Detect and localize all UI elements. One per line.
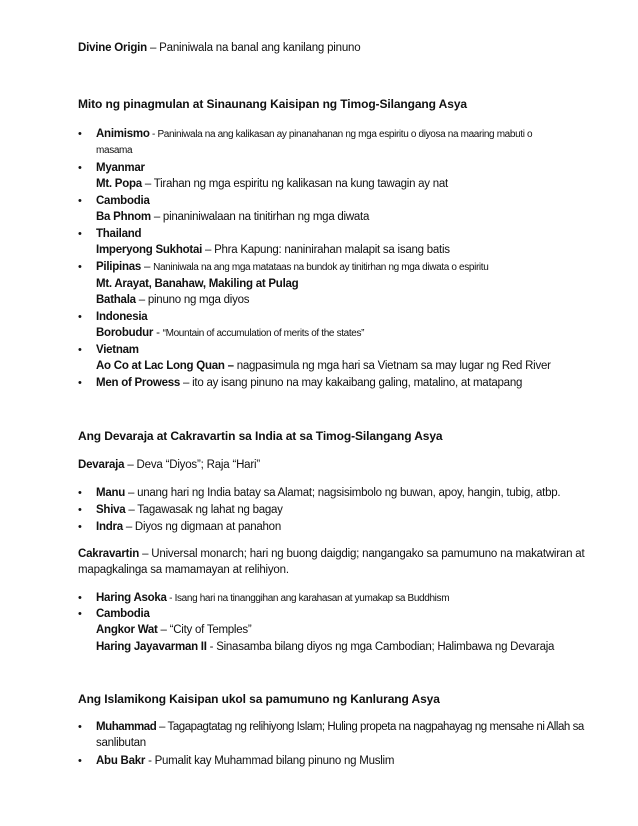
list-item-indonesia: Indonesia: [96, 311, 148, 323]
definition: pinaniniwalaan na tinitirhan ng mga diwata: [162, 211, 370, 223]
list-item-continuation: sanlibutan: [96, 737, 146, 749]
term: Devaraja: [78, 459, 125, 471]
bullet: •: [78, 755, 82, 767]
list-item-thailand: Thailand: [96, 228, 142, 240]
section-heading-devaraja: Ang Devaraja at Cakravartin sa India at sa Timog-Silangang Asya: [78, 429, 443, 443]
cakravartin-continuation: mapagkalinga sa mamamayan at relihiyon.: [78, 564, 289, 576]
separator: –: [150, 211, 163, 223]
sub-item-borobudur: [96, 325, 364, 342]
term: Bathala: [96, 294, 136, 306]
term: Men of Prowess: [96, 377, 181, 389]
definition: unang hari ng India batay sa Alamat; nagsisimbolo ng buwan, apoy, hangin, tubig, atbp.: [137, 487, 561, 499]
separator: –: [122, 521, 135, 533]
bullet: •: [78, 128, 82, 140]
bullet: •: [78, 504, 82, 516]
bullet: •: [78, 592, 82, 604]
term: Haring Asoka: [96, 592, 167, 604]
term: Borobudur: [96, 327, 154, 339]
term: Muhammad: [96, 721, 157, 733]
bullet: •: [78, 487, 82, 499]
list-item-animismo: [96, 126, 532, 143]
term: Divine Origin: [78, 42, 147, 54]
definition-cont: masama: [96, 145, 133, 156]
list-item-pilipinas: [96, 259, 488, 276]
list-item-men-of-prowess: [96, 375, 522, 391]
definition: pinuno ng mga diyos: [147, 294, 250, 306]
list-item-muhammad: [96, 719, 584, 735]
definition: Universal monarch; hari ng buong daigdig; nangangako sa pamumuno na makatwiran at: [151, 548, 585, 560]
separator: –: [141, 178, 154, 190]
definition: Diyos ng digmaan at panahon: [134, 521, 281, 533]
separator: –: [146, 42, 160, 54]
list-item-abu-bakr: [96, 753, 394, 769]
definition: “Mountain of accumulation of merits of the states”: [162, 328, 365, 339]
separator: –: [124, 459, 137, 471]
separator: –: [156, 721, 168, 733]
term: Shiva: [96, 504, 126, 516]
term: Animismo: [96, 128, 150, 140]
separator: –: [139, 548, 152, 560]
list-item-haring-asoka: [96, 590, 449, 607]
list-item-myanmar: Myanmar: [96, 162, 145, 174]
sub-item-jayavarman: [96, 639, 554, 655]
bullet: •: [78, 195, 82, 207]
separator: –: [157, 624, 170, 636]
list-item-continuation: [96, 142, 132, 159]
sub-item-angkor-wat: [96, 622, 251, 638]
definition: Naniniwala na ang mga matataas na bundok ay tinitirhan ng mga diwata o espiritu: [153, 262, 489, 273]
definition: Paniniwala na ang kalikasan ay pinanahanan ng mga espiritu o diyosa na maaring mabuti o: [157, 129, 533, 140]
term: Cakravartin: [78, 548, 140, 560]
section-heading-mito: Mito ng pinagmulan at Sinaunang Kaisipan ng Timog-Silangang Asya: [78, 97, 467, 111]
list-item-shiva: [96, 502, 283, 518]
term: Manu: [96, 487, 126, 499]
list-item-vietnam: Vietnam: [96, 344, 139, 356]
list-item-cambodia: Cambodia: [96, 195, 150, 207]
list-item-manu: [96, 485, 560, 501]
separator: –: [202, 244, 215, 256]
definition: Pumalit kay Muhammad bilang pinuno ng Muslim: [154, 755, 395, 767]
sub-item-ba-phnom: [96, 209, 369, 225]
list-item-cambodia-2: Cambodia: [96, 608, 150, 620]
cakravartin-line: [78, 546, 585, 562]
definition: Tagawasak ng lahat ng bagay: [137, 504, 283, 516]
definition: ito ay isang pinuno na may kakaibang galing, matalino, at matapang: [192, 377, 523, 389]
definition: Paniniwala na banal ang kanilang pinuno: [159, 42, 361, 54]
bullet: •: [78, 311, 82, 323]
bullet: •: [78, 228, 82, 240]
definition: Sinasamba bilang diyos ng mga Cambodian; Halimbawa ng Devaraja: [216, 641, 555, 653]
separator: -: [149, 129, 158, 140]
separator: –: [125, 487, 138, 499]
sub-item-sukhotai: [96, 242, 450, 258]
separator: –: [135, 294, 148, 306]
separator: -: [166, 593, 175, 604]
sub-item-ao-co: [96, 358, 551, 374]
bullet: •: [78, 377, 82, 389]
bullet: •: [78, 344, 82, 356]
term: Mt. Popa: [96, 178, 142, 190]
definition: Tirahan ng mga espiritu ng kalikasan na kung tawagin ay nat: [153, 178, 448, 190]
definition: “City of Temples”: [169, 624, 252, 636]
term: Haring Jayavarman II: [96, 641, 207, 653]
term: Ba Phnom: [96, 211, 151, 223]
separator: –: [125, 504, 138, 516]
bullet: •: [78, 721, 82, 733]
separator: -: [206, 641, 217, 653]
definition: Tagapagtatag ng relihiyong Islam; Huling propeta na nagpahayag ng mensahe ni Allah sa: [167, 721, 584, 733]
definition: Deva “Diyos”; Raja “Hari”: [136, 459, 260, 471]
devaraja-line: [78, 457, 260, 473]
sub-item-mountains: Mt. Arayat, Banahaw, Makiling at Pulag: [96, 278, 299, 290]
separator: –: [141, 261, 154, 273]
term: Imperyong Sukhotai: [96, 244, 203, 256]
definition: Isang hari na tinanggihan ang karahasan at yumakap sa Buddhism: [174, 593, 450, 604]
definition: nagpasimula ng mga hari sa Vietnam sa may lugar ng Red River: [233, 360, 551, 372]
list-item-indra: [96, 519, 281, 535]
bullet: •: [78, 162, 82, 174]
definition: Phra Kapung: naninirahan malapit sa isang batis: [214, 244, 450, 256]
separator: –: [180, 377, 193, 389]
term: Abu Bakr: [96, 755, 146, 767]
bullet: •: [78, 608, 82, 620]
sub-item-bathala: [96, 292, 249, 308]
term: Angkor Wat: [96, 624, 158, 636]
separator: -: [153, 327, 163, 339]
term: Ao Co at Lac Long Quan –: [96, 360, 234, 372]
separator: -: [145, 755, 155, 767]
term: Pilipinas: [96, 261, 142, 273]
bullet: •: [78, 521, 82, 533]
bullet: •: [78, 261, 82, 273]
divine-origin-line: [78, 40, 360, 56]
section-heading-islamiko: Ang Islamikong Kaisipan ukol sa pamumuno ng Kanlurang Asya: [78, 692, 440, 706]
sub-item-mt-popa: [96, 176, 448, 192]
term: Indra: [96, 521, 123, 533]
